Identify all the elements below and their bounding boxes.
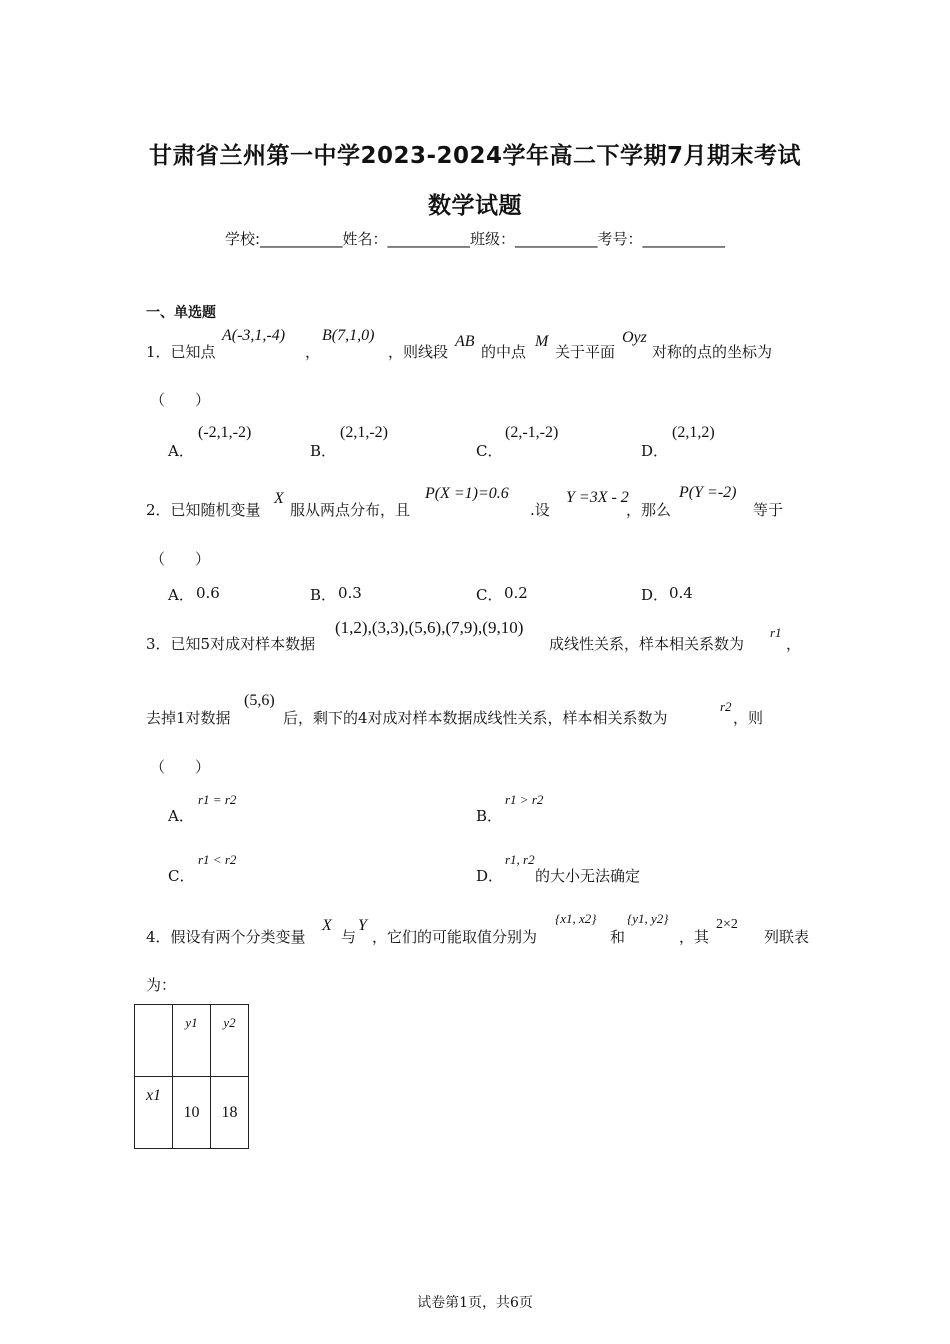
- table-header-y2: y2: [211, 1005, 249, 1077]
- q4-text-6: 列联表: [764, 928, 810, 946]
- q4-text-2: 与: [341, 928, 357, 946]
- q4-text-5: ，其: [679, 928, 710, 946]
- q1-text-3: 的中点: [481, 343, 527, 361]
- q2-option-a-value: 0.6: [196, 584, 220, 602]
- q1-option-b-value: (2,1,-2): [340, 424, 388, 441]
- q2-option-a-label[interactable]: A．: [168, 586, 194, 604]
- student-info-line: 学校:___________姓名：___________班级：___________考号：___________: [224, 230, 726, 248]
- q2-text-5: 等于: [753, 501, 784, 519]
- table-row: [135, 1077, 249, 1149]
- q3-text-2: 成线性关系，样本相关系数为: [549, 635, 745, 653]
- q3-option-c-value: r1 < r2: [198, 852, 237, 867]
- q3-text-3: ，: [786, 635, 802, 653]
- q2-prob-2: P(Y =-2): [679, 484, 737, 501]
- q3-answer-paren: （ ）: [150, 758, 211, 776]
- q3-option-d-label[interactable]: D．: [476, 867, 504, 885]
- q3-option-d-text: 的大小无法确定: [535, 867, 641, 885]
- q4-text-3: ，它们的可能取值分别为: [372, 928, 538, 946]
- table-header-y1: y1: [173, 1005, 211, 1077]
- q3-option-b-label[interactable]: B．: [476, 807, 503, 825]
- q4-text-1: 4．假设有两个分类变量: [146, 928, 306, 946]
- q1-plane-oyz: Oyz: [622, 329, 647, 346]
- contingency-table: [134, 1004, 249, 1149]
- q2-text-4: ，那么: [626, 501, 672, 519]
- q1-text-4: 关于平面: [555, 343, 616, 361]
- table-corner-cell: [135, 1005, 173, 1077]
- q1-point-b: B(7,1,0): [322, 327, 375, 344]
- q3-option-d-value: r1, r2: [505, 852, 535, 867]
- page-subtitle: 数学试题: [428, 193, 522, 219]
- q3-r2: r2: [720, 699, 732, 714]
- q3-option-a-value: r1 = r2: [198, 792, 237, 807]
- q2-option-b-label[interactable]: B．: [310, 586, 337, 604]
- q4-text-4: 和: [610, 928, 626, 946]
- table-cell: 10: [173, 1077, 211, 1149]
- table-header-row: [135, 1005, 249, 1077]
- section-heading: 一、单选题: [146, 305, 216, 321]
- q2-option-b-value: 0.3: [338, 584, 362, 602]
- q2-option-d-label[interactable]: D．: [641, 586, 669, 604]
- q3-option-a-label[interactable]: A．: [168, 807, 194, 825]
- q3-r1: r1: [770, 625, 782, 640]
- q4-table-dims: 2×2: [716, 917, 738, 932]
- q1-answer-paren: （ ）: [150, 391, 211, 409]
- q1-option-d-label[interactable]: D．: [641, 442, 669, 460]
- q4-var-y: Y: [358, 917, 367, 934]
- q2-option-d-value: 0.4: [669, 584, 693, 602]
- q1-point-a: A(-3,1,-4): [222, 327, 286, 344]
- q4-text-7: 为：: [146, 976, 177, 994]
- q3-text-4: 去掉1对数据: [146, 709, 231, 727]
- q3-text-5: 后，剩下的4对成对样本数据成线性关系，样本相关系数为: [283, 709, 668, 727]
- q4-set-x: {x1, x2}: [555, 911, 597, 926]
- q2-text-3: .设: [530, 501, 550, 519]
- q1-midpoint-m: M: [535, 333, 549, 350]
- q1-option-a-value: (-2,1,-2): [198, 424, 252, 441]
- q3-option-c-label[interactable]: C．: [168, 867, 195, 885]
- q1-option-c-label[interactable]: C．: [476, 442, 503, 460]
- page-footer: 试卷第1页，共6页: [417, 1295, 533, 1311]
- q2-text-1: 2．已知随机变量: [146, 501, 261, 519]
- q3-text-1: 3．已知5对成对样本数据: [146, 635, 316, 653]
- q1-comma: ，: [305, 343, 321, 361]
- q4-set-y: {y1, y2}: [627, 911, 669, 926]
- q1-option-a-label[interactable]: A．: [168, 442, 194, 460]
- q1-option-c-value: (2,-1,-2): [505, 424, 559, 441]
- q2-var-x: X: [274, 490, 284, 507]
- q3-removed-point: (5,6): [244, 692, 275, 709]
- q1-text-5: 对称的点的坐标为: [652, 343, 773, 361]
- q2-option-c-value: 0.2: [504, 584, 528, 602]
- q1-text-1: 1．已知点: [146, 343, 216, 361]
- q2-prob-1: P(X =1)=0.6: [425, 485, 509, 502]
- table-row-header-x1: x1: [135, 1077, 173, 1149]
- q2-transform: Y =3X - 2: [566, 489, 629, 506]
- q1-option-b-label[interactable]: B．: [310, 442, 337, 460]
- q3-sample-data: (1,2),(3,3),(5,6),(7,9),(9,10): [335, 618, 524, 637]
- q2-answer-paren: （ ）: [150, 550, 211, 568]
- table-cell: 18: [211, 1077, 249, 1149]
- q3-option-b-value: r1 > r2: [505, 792, 544, 807]
- q3-text-6: ，则: [733, 709, 764, 727]
- q1-segment-ab: AB: [455, 333, 475, 350]
- q1-text-2: ，则线段: [388, 343, 449, 361]
- q2-option-c-label[interactable]: C．: [476, 586, 503, 604]
- q4-var-x: X: [322, 917, 332, 934]
- q2-text-2: 服从两点分布，且: [290, 501, 411, 519]
- q1-option-d-value: (2,1,2): [672, 424, 715, 441]
- page-title: 甘肃省兰州第一中学2023-2024学年高二下学期7月期末考试: [148, 143, 802, 169]
